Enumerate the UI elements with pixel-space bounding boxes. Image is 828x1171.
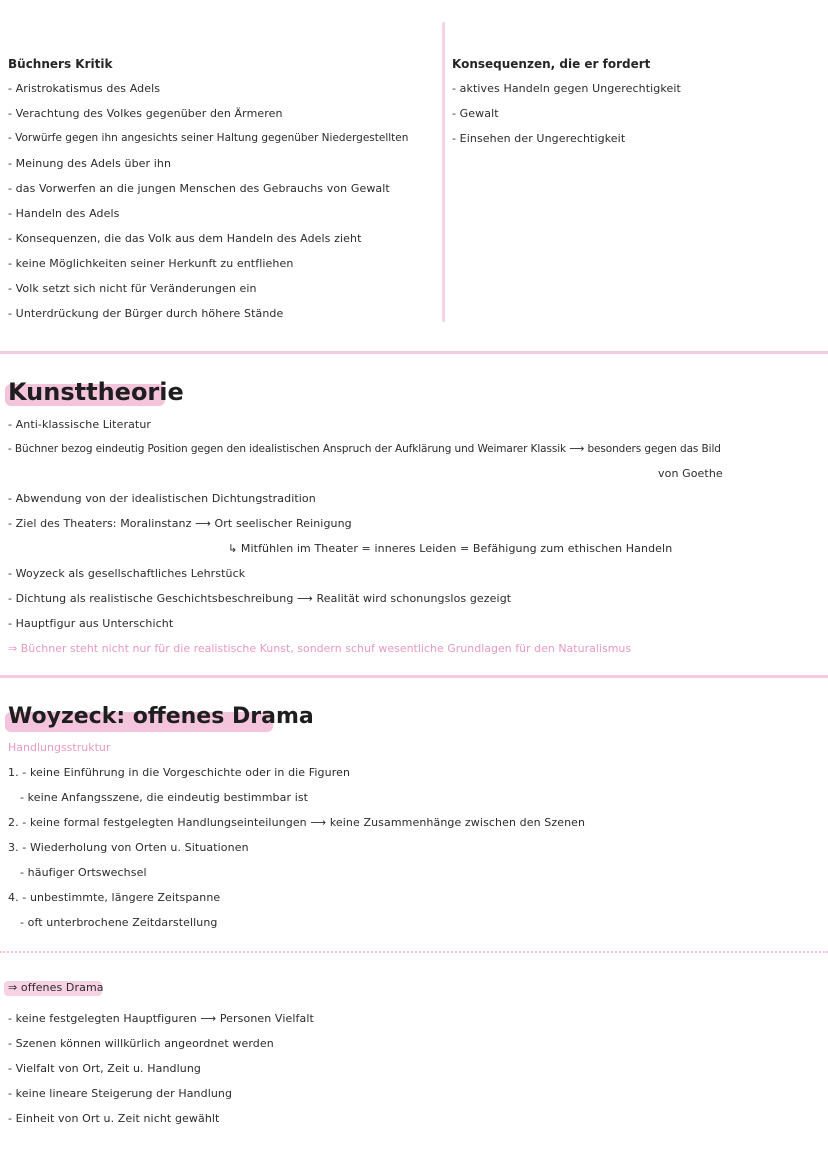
konsequenzen-heading: Konsequenzen, die er fordert	[452, 57, 651, 71]
column-divider	[442, 22, 445, 322]
kritik-item: - Handeln des Adels	[8, 207, 120, 220]
konsequenzen-item: - Einsehen der Ungerechtigkeit	[452, 132, 626, 145]
structure-line: 3. - Wiederholung von Orten u. Situationen	[8, 841, 249, 854]
structure-line: - keine Anfangsszene, die eindeutig bestimmbar ist	[20, 791, 309, 804]
kunsttheorie-line: ↳ Mitfühlen im Theater = inneres Leiden = Befähigung zum ethischen Handeln	[228, 542, 673, 555]
kritik-item: - Aristrokatismus des Adels	[8, 82, 161, 95]
kunsttheorie-line: von Goethe	[658, 467, 723, 480]
offenes-drama-item: - keine lineare Steigerung der Handlung	[8, 1087, 233, 1100]
offenes-drama-label: ⇒ offenes Drama	[8, 981, 104, 994]
konsequenzen-item: - Gewalt	[452, 107, 499, 120]
kritik-item: - Meinung des Adels über ihn	[8, 157, 172, 170]
kritik-item: - Volk setzt sich nicht für Veränderungen ein	[8, 282, 257, 295]
kunsttheorie-line: - Woyzeck als gesellschaftliches Lehrstück	[8, 567, 246, 580]
structure-line: - oft unterbrochene Zeitdarstellung	[20, 916, 218, 929]
offenes-drama-item: - keine festgelegten Hauptfiguren ⟶ Personen Vielfalt	[8, 1012, 314, 1025]
kunsttheorie-line: - Ziel des Theaters: Moralinstanz ⟶ Ort seelischer Reinigung	[8, 517, 352, 530]
offenes-drama-item: - Szenen können willkürlich angeordnet werden	[8, 1037, 274, 1050]
kunsttheorie-line: - Abwendung von der idealistischen Dichtungstradition	[8, 492, 316, 505]
kritik-heading: Büchners Kritik	[8, 57, 113, 71]
kunsttheorie-conclusion: ⇒ Büchner steht nicht nur für die realistische Kunst, sondern schuf wesentliche Grundlagen für den Naturalismus	[8, 642, 632, 655]
offenes-drama-item: - Vielfalt von Ort, Zeit u. Handlung	[8, 1062, 201, 1075]
offenes-drama-item: - Einheit von Ort u. Zeit nicht gewählt	[8, 1112, 220, 1125]
structure-line: 4. - unbestimmte, längere Zeitspanne	[8, 891, 221, 904]
kunsttheorie-line: - Büchner bezog eindeutig Position gegen den idealistischen Anspruch der Aufklärung und Weimarer Klassik ⟶ besonders gegen das Bild	[8, 443, 721, 455]
section-divider	[0, 675, 828, 678]
kritik-item: - das Vorwerfen an die jungen Menschen des Gebrauchs von Gewalt	[8, 182, 390, 195]
kunsttheorie-line: - Anti-klassische Literatur	[8, 418, 152, 431]
kritik-item: - Verachtung des Volkes gegenüber den Ärmeren	[8, 107, 283, 120]
woyzeck-title: Woyzeck: offenes Drama	[8, 704, 314, 729]
structure-line: - häufiger Ortswechsel	[20, 866, 147, 879]
section-divider	[0, 351, 828, 354]
structure-line: 1. - keine Einführung in die Vorgeschichte oder in die Figuren	[8, 766, 351, 779]
konsequenzen-item: - aktives Handeln gegen Ungerechtigkeit	[452, 82, 681, 95]
dotted-divider	[0, 951, 828, 953]
woyzeck-subtitle: Handlungsstruktur	[8, 741, 111, 754]
structure-line: 2. - keine formal festgelegten Handlungseinteilungen ⟶ keine Zusammenhänge zwischen den Szenen	[8, 816, 586, 829]
kunsttheorie-title: Kunsttheorie	[8, 378, 184, 406]
kunsttheorie-line: - Hauptfigur aus Unterschicht	[8, 617, 174, 630]
kritik-item: - Konsequenzen, die das Volk aus dem Handeln des Adels zieht	[8, 232, 362, 245]
kritik-item: - Unterdrückung der Bürger durch höhere Stände	[8, 307, 284, 320]
kritik-item: - Vorwürfe gegen ihn angesichts seiner Haltung gegenüber Niedergestellten	[8, 132, 409, 144]
kritik-item: - keine Möglichkeiten seiner Herkunft zu entfliehen	[8, 257, 294, 270]
kunsttheorie-line: - Dichtung als realistische Geschichtsbeschreibung ⟶ Realität wird schonungslos gezeigt	[8, 592, 512, 605]
